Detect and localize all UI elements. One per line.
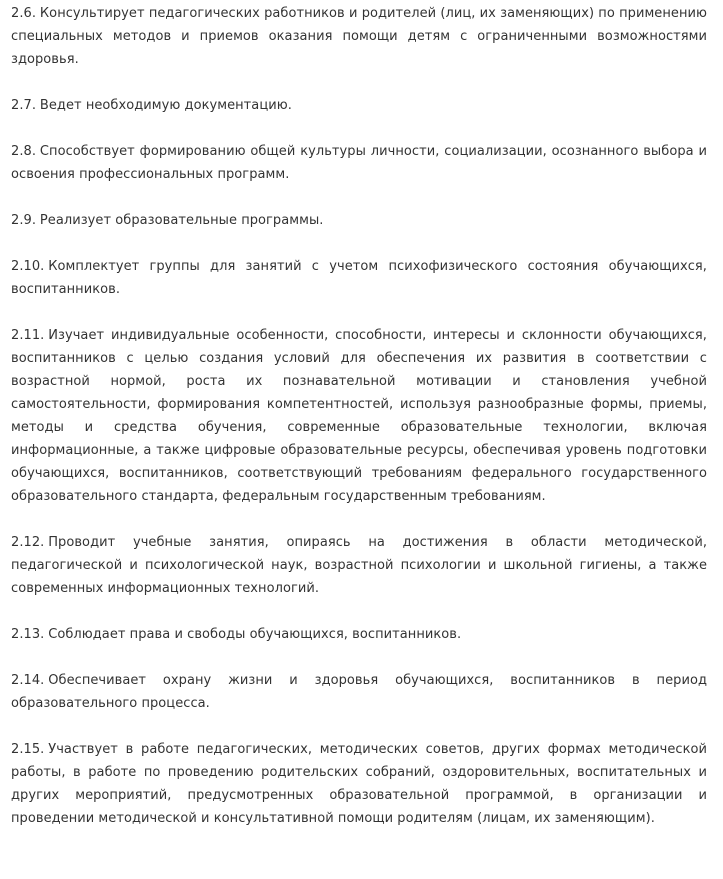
paragraph-text: Соблюдает права и свободы обучающихся, воспитанников. xyxy=(48,627,462,642)
paragraph-2-12 xyxy=(11,531,707,600)
paragraph-number: 2.13. xyxy=(11,627,45,642)
paragraph-number: 2.6. xyxy=(11,6,37,21)
paragraph-number: 2.14. xyxy=(11,673,45,688)
paragraph-2-9 xyxy=(11,209,707,232)
paragraph-2-13 xyxy=(11,623,707,646)
paragraph-text: Способствует формированию общей культуры личности, социализации, осознанного выбора и освоения профессиональных программ. xyxy=(11,144,707,182)
paragraph-number: 2.9. xyxy=(11,213,37,228)
paragraph-text: Проводит учебные занятия, опираясь на достижения в области методической, педагогической и психологической наук, возрастной психологии и школьной гигиены, а также современных информационных технологий. xyxy=(11,535,707,596)
paragraph-text: Участвует в работе педагогических, методических советов, других формах методической работы, в работе по проведению родительских собраний, оздоровительных, воспитательных и других мероприятий, предусмотренных образовательной программой, в организации и проведении методической и консультативной помощи родителям (лицам, их заменяющим). xyxy=(11,742,707,826)
paragraph-text: Комплектует группы для занятий с учетом психофизического состояния обучающихся, воспитанников. xyxy=(11,259,707,297)
paragraph-text: Консультирует педагогических работников и родителей (лиц, их заменяющих) по применению специальных методов и приемов оказания помощи детям с ограниченными возможностями здоровья. xyxy=(11,6,707,67)
paragraph-number: 2.12. xyxy=(11,535,45,550)
paragraph-2-15 xyxy=(11,738,707,830)
paragraph-2-7 xyxy=(11,94,707,117)
paragraph-text: Ведет необходимую документацию. xyxy=(39,98,292,113)
paragraph-number: 2.11. xyxy=(11,328,45,343)
paragraph-number: 2.7. xyxy=(11,98,37,113)
paragraph-2-8 xyxy=(11,140,707,186)
paragraph-text: Изучает индивидуальные особенности, способности, интересы и склонности обучающихся, воспитанников с целью создания условий для обеспечения их развития в соответствии с возрастной нормой, роста их познавательной мотивации и становления учебной самостоятельности, формирования компетентностей, используя разнообразные формы, приемы, методы и средства обучения, современные образовательные технологии, включая информационные, а также цифровые образовательные ресурсы, обеспечивая уровень подготовки обучающихся, воспитанников, соответствующий требованиям федерального государственного образовательного стандарта, федеральным государственным требованиям. xyxy=(11,328,707,504)
paragraph-text: Обеспечивает охрану жизни и здоровья обучающихся, воспитанников в период образовательного процесса. xyxy=(11,673,707,711)
paragraph-number: 2.10. xyxy=(11,259,45,274)
paragraph-2-11 xyxy=(11,324,707,508)
paragraph-number: 2.15. xyxy=(11,742,45,757)
paragraph-number: 2.8. xyxy=(11,144,37,159)
paragraph-2-14 xyxy=(11,669,707,715)
paragraph-2-6 xyxy=(11,2,707,71)
paragraph-2-10 xyxy=(11,255,707,301)
paragraph-text: Реализует образовательные программы. xyxy=(39,213,324,228)
